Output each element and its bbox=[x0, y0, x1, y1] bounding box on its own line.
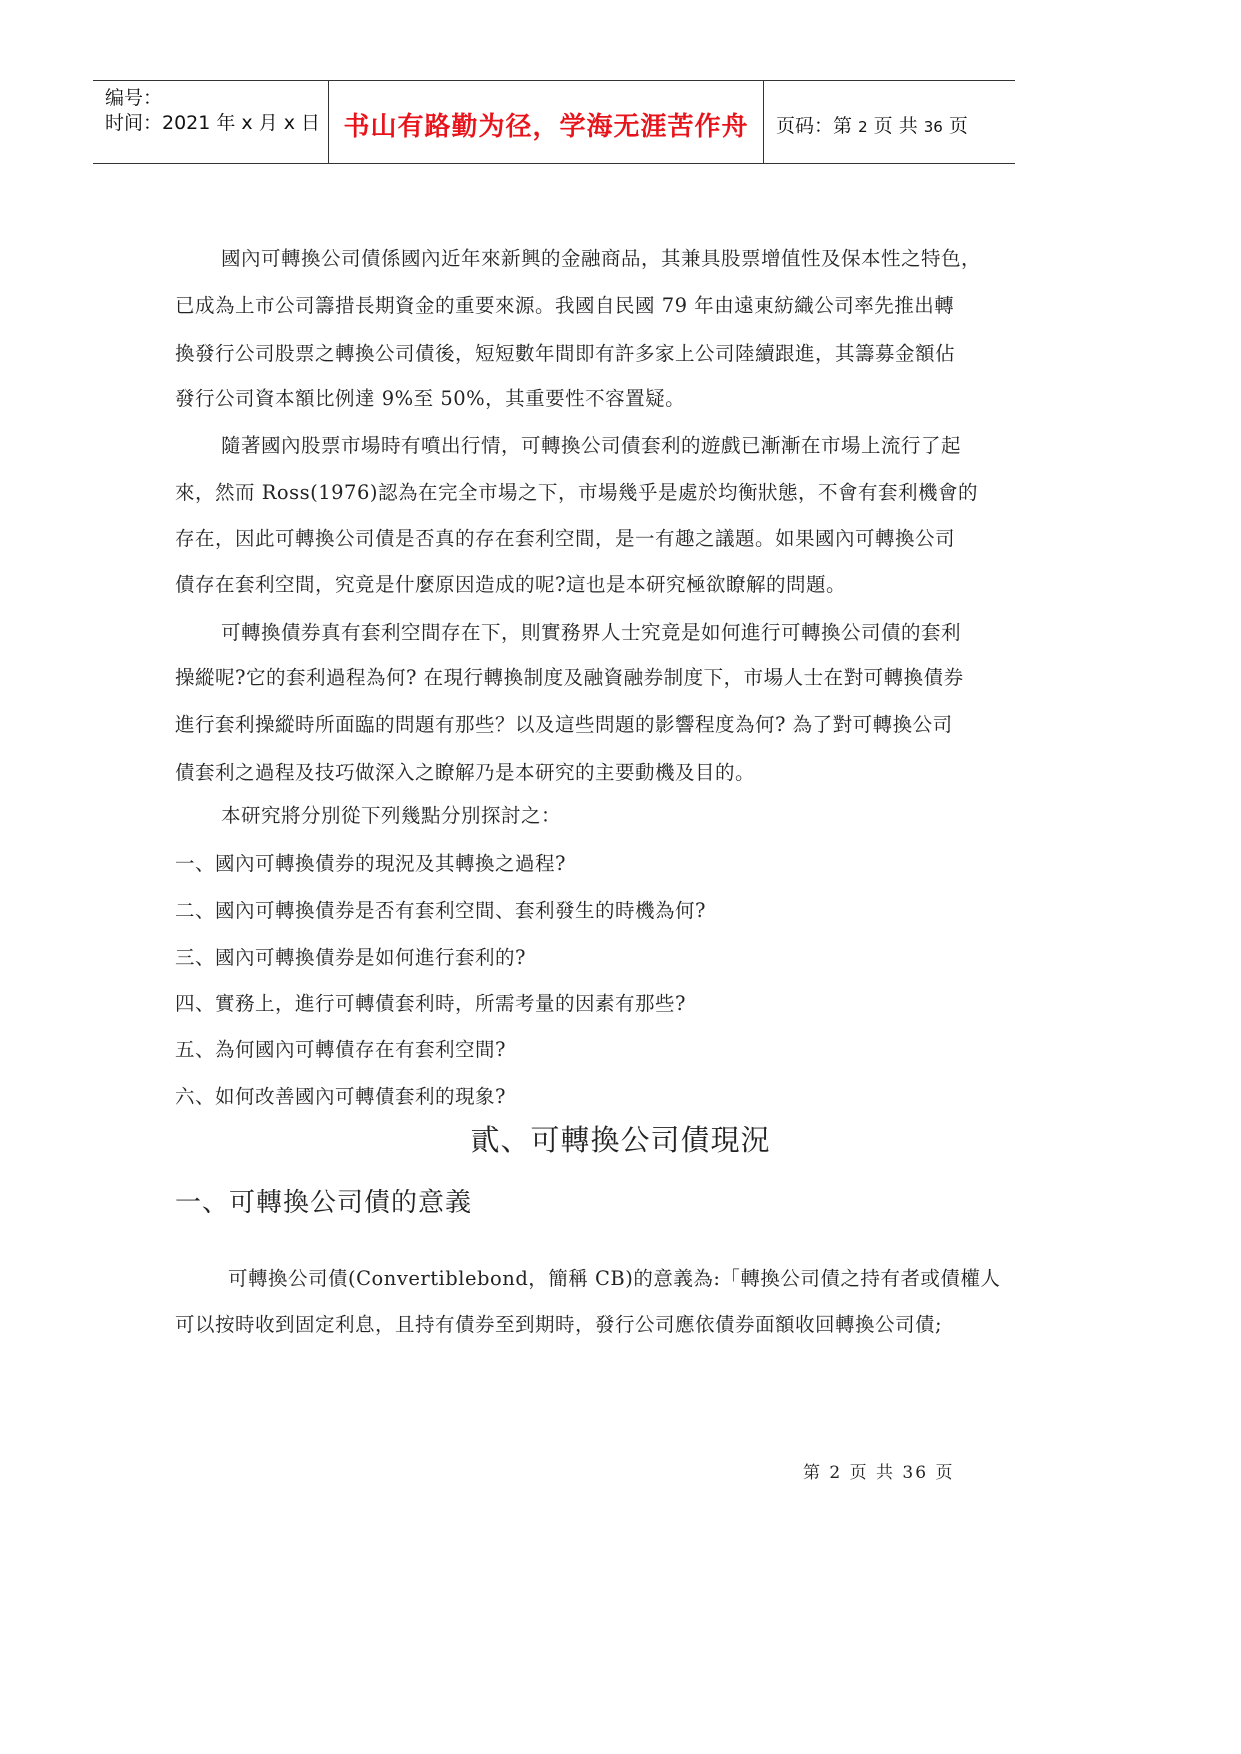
subsection-title: 一、可轉換公司債的意義 bbox=[175, 1188, 473, 1218]
list-item: 三、國內可轉換債券是如何進行套利的? bbox=[175, 946, 526, 969]
page-number-label bbox=[776, 111, 968, 138]
paragraph-line: 進行套利操縱時所面臨的問題有那些？以及這些問題的影響程度為何? 為了對可轉換公司 bbox=[175, 713, 953, 736]
page-prefix: 页码：第 bbox=[776, 115, 853, 137]
paragraph-line: 存在，因此可轉換公司債是否真的存在套利空間，是一有趣之議題。如果國內可轉換公司 bbox=[175, 527, 956, 550]
paragraph-line: 換發行公司股票之轉換公司債後，短短數年間即有許多家上公司陸續跟進，其籌募金額佔 bbox=[175, 342, 956, 365]
motto: 书山有路勤为径，学海无涯苦作舟 bbox=[343, 112, 749, 142]
list-item: 一、國內可轉換債券的現況及其轉換之過程? bbox=[175, 852, 566, 875]
paragraph-line: 來，然而 Ross(1976)認為在完全市場之下，市場幾乎是處於均衡狀態，不會有套利機會的 bbox=[175, 481, 978, 504]
paragraph-line: 操縱呢?它的套利過程為何? 在現行轉換制度及融資融券制度下，市場人士在對可轉換債券 bbox=[175, 666, 964, 689]
paragraph-line: 可轉換債券真有套利空間存在下，則實務界人士究竟是如何進行可轉換公司債的套利 bbox=[221, 621, 962, 644]
page-mid: 页 共 bbox=[873, 115, 918, 137]
paragraph-line: 國內可轉換公司債係國內近年來新興的金融商品，其兼具股票增值性及保本性之特色， bbox=[221, 247, 982, 270]
list-item: 四、實務上，進行可轉債套利時，所需考量的因素有那些? bbox=[175, 992, 686, 1015]
paragraph-line: 隨著國內股票市場時有噴出行情，可轉換公司債套利的遊戲已漸漸在市場上流行了起 bbox=[221, 434, 962, 457]
paragraph-line: 債存在套利空間，究竟是什麼原因造成的呢?這也是本研究極欲瞭解的問題。 bbox=[175, 573, 846, 596]
paragraph-line: 已成為上市公司籌措長期資金的重要來源。我國自民國 79 年由遠東紡織公司率先推出轉 bbox=[175, 294, 955, 317]
page-header bbox=[93, 80, 1015, 164]
page-footer: 第 2 页 共 36 页 bbox=[803, 1463, 955, 1483]
list-item: 六、如何改善國內可轉債套利的現象? bbox=[175, 1085, 506, 1108]
paragraph-line: 債套利之過程及技巧做深入之瞭解乃是本研究的主要動機及目的。 bbox=[175, 761, 756, 784]
list-item: 五、為何國內可轉債存在有套利空間? bbox=[175, 1038, 506, 1061]
page-total: 36 bbox=[923, 118, 943, 136]
section-title: 貳、可轉換公司債現況 bbox=[470, 1123, 771, 1157]
number-label: 编号： bbox=[105, 87, 163, 109]
paragraph-line: 可轉換公司債(Convertiblebond，簡稱 CB)的意義為:「轉換公司債之持有者或債權人 bbox=[228, 1267, 1001, 1290]
list-item: 二、國內可轉換債券是否有套利空間、套利發生的時機為何? bbox=[175, 899, 706, 922]
paragraph-line: 本研究將分別從下列幾點分別探討之： bbox=[221, 804, 562, 827]
header-info-cell bbox=[93, 81, 329, 163]
page-suffix: 页 bbox=[948, 115, 968, 137]
paragraph-line: 可以按時收到固定利息，且持有債券至到期時，發行公司應依債券面額收回轉換公司債; bbox=[175, 1313, 943, 1336]
header-page-cell bbox=[764, 81, 1015, 163]
time-label: 时间：2021 年 x 月 x 日 bbox=[105, 112, 321, 134]
header-motto-cell bbox=[329, 81, 764, 163]
page-current: 2 bbox=[858, 118, 868, 136]
paragraph-line: 發行公司資本額比例達 9%至 50%，其重要性不容置疑。 bbox=[175, 387, 686, 410]
